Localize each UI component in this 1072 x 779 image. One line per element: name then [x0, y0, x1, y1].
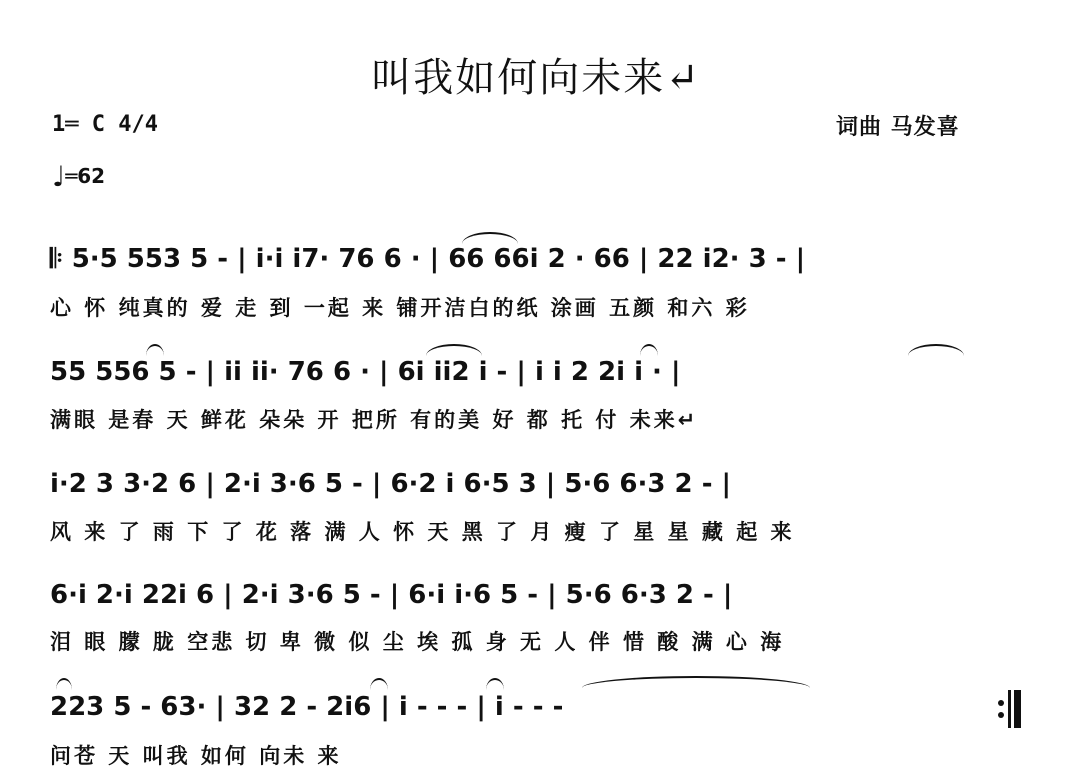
notation-line-1: 𝄆 5·5 553 5 - | i·i i7· 76 6 · | 66 66i 2 · 66 | 22 i2· 3 - |: [50, 244, 806, 274]
tie-mark: [462, 232, 518, 244]
barline-thick: [1014, 690, 1021, 728]
lyrics-line-2: 满眼 是春 天 鲜花 朵朵 开 把所 有的美 好 都 托 付 未来↵: [50, 408, 699, 432]
tie-mark: [640, 344, 658, 356]
repeat-dot: [998, 700, 1004, 706]
song-title: 叫我如何向未来↵: [371, 55, 701, 101]
tie-mark: [582, 676, 810, 688]
tempo-value: ═62: [65, 164, 106, 188]
barline-thin: [1008, 690, 1011, 728]
composer-credit: 词曲 马发喜: [836, 115, 960, 140]
tie-mark: [486, 678, 504, 690]
quarter-note-icon: ♩: [52, 160, 66, 193]
tie-mark: [370, 678, 388, 690]
tempo-marking: [52, 160, 105, 193]
lyrics-line-3: 风 来 了 雨 下 了 花 落 满 人 怀 天 黑 了 月 瘦 了 星 星 藏 起 来: [50, 520, 795, 544]
tie-mark: [146, 344, 164, 356]
lyrics-line-4: 泪 眼 朦 胧 空悲 切 卑 微 似 尘 埃 孤 身 无 人 伴 惜 酸 满 心 海: [50, 630, 785, 654]
notation-line-4: 6·i 2·i 22i 6 | 2·i 3·6 5 - | 6·i i·6 5 - | 5·6 6·3 2 - |: [50, 580, 733, 610]
notation-line-5: 223 5 - 63· | 32 2 - 2i6 | i - - - | i - - -: [50, 692, 564, 722]
tie-mark: [56, 678, 72, 690]
repeat-dot: [998, 712, 1004, 718]
tie-mark: [426, 344, 482, 356]
notation-line-2: 55 556 5 - | ii ii· 76 6 · | 6i ii2 i - | i i 2 2i i · |: [50, 357, 681, 387]
key-signature: 1═ C 4/4: [52, 112, 158, 137]
lyrics-line-5: 问苍 天 叫我 如何 向未 来: [50, 744, 342, 768]
tie-mark: [908, 344, 964, 356]
notation-line-3: i·2 3 3·2 6 | 2·i 3·6 5 - | 6·2 i 6·5 3 | 5·6 6·3 2 - |: [50, 469, 732, 499]
lyrics-line-1: 心 怀 纯真的 爱 走 到 一起 来 铺开洁白的纸 涂画 五颜 和六 彩: [50, 296, 750, 320]
